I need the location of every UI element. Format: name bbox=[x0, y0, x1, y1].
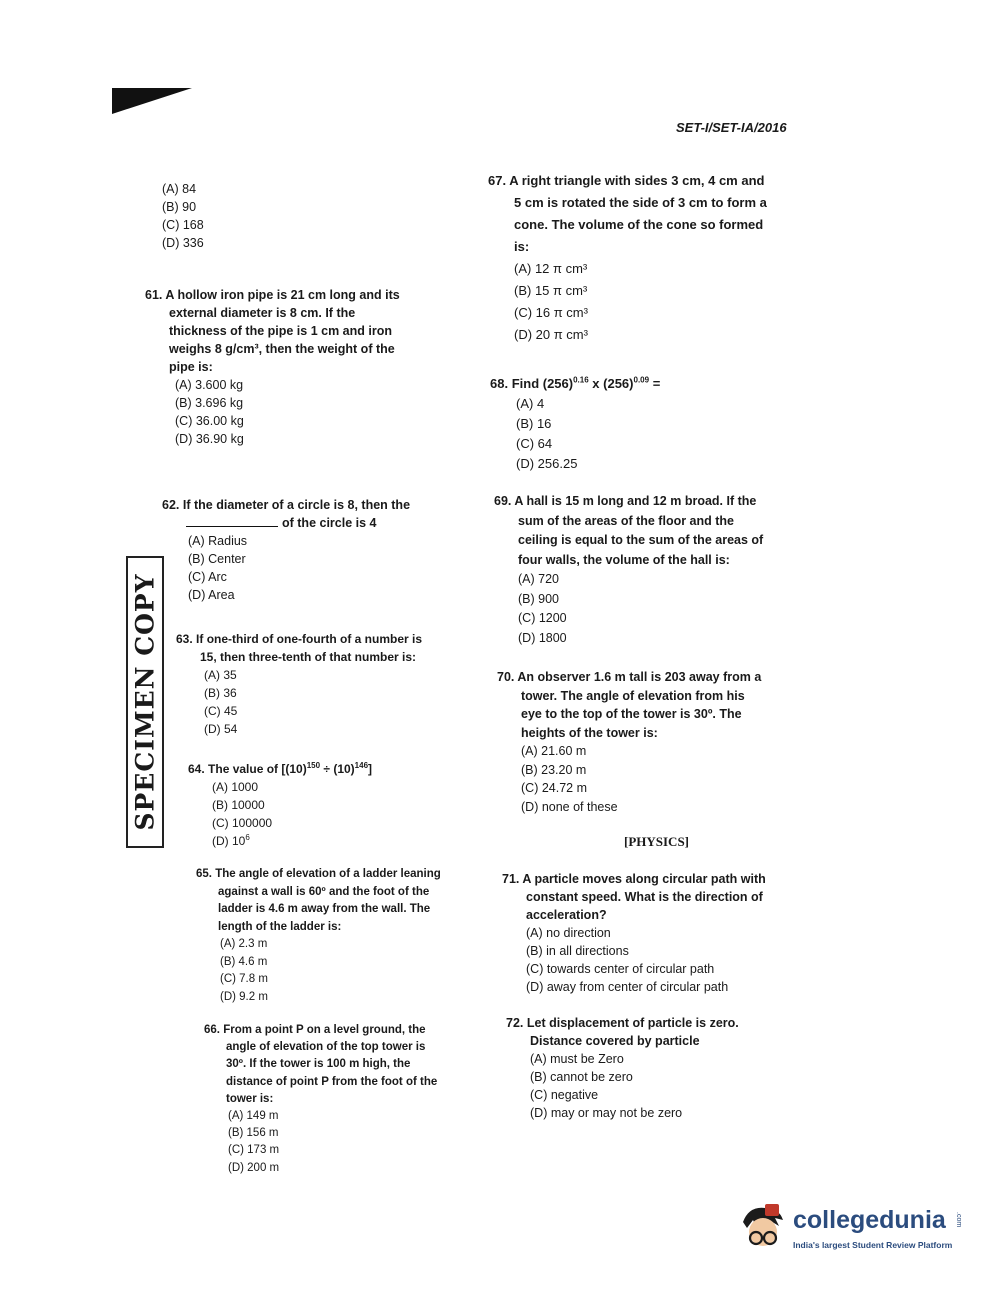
section-heading-physics: [PHYSICS] bbox=[624, 834, 690, 849]
option: (D) away from center of circular path bbox=[526, 980, 729, 994]
question-stem-line: 15, then three-tenth of that number is: bbox=[200, 650, 417, 664]
option: (A) 720 bbox=[518, 572, 559, 586]
question-67 bbox=[488, 170, 798, 346]
question-stem-line: distance of point P from the foot of the bbox=[226, 1075, 438, 1088]
option: (C) 100000 bbox=[212, 816, 273, 830]
option: (B) 16 bbox=[516, 416, 552, 431]
scan-corner-mark bbox=[112, 88, 192, 114]
option: (D) 36.90 kg bbox=[175, 432, 244, 446]
question-number: 69. bbox=[494, 494, 512, 508]
collegedunia-logo[interactable] bbox=[735, 1198, 965, 1258]
option: (D) 256.25 bbox=[516, 456, 578, 471]
question-stem-line: cone. The volume of the cone so formed bbox=[514, 217, 764, 232]
question-stem-line: against a wall is 60º and the foot of the bbox=[218, 885, 430, 898]
option: (D) none of these bbox=[521, 799, 618, 814]
question-62 bbox=[162, 496, 452, 604]
question-stem-line: A hollow iron pipe is 21 cm long and its bbox=[165, 288, 400, 302]
question-stem-line: acceleration? bbox=[526, 908, 607, 922]
option: (D) 54 bbox=[204, 722, 238, 736]
option: (B) 900 bbox=[518, 591, 559, 606]
logo-tagline: India's largest Student Review Platform bbox=[793, 1240, 953, 1250]
question-stem-line: An observer 1.6 m tall is 203 away from a bbox=[517, 670, 762, 684]
question-stem-line: A particle moves along circular path with bbox=[522, 872, 766, 886]
question-stem-line: length of the ladder is: bbox=[218, 920, 342, 933]
option: (B) 23.20 m bbox=[521, 762, 587, 777]
option: (A) 12 π cm³ bbox=[514, 261, 588, 276]
option: (D) 200 m bbox=[228, 1161, 280, 1174]
option: (C) 24.72 m bbox=[521, 781, 587, 795]
option: (A) 4 bbox=[516, 396, 545, 411]
option: (A) 21.60 m bbox=[521, 744, 587, 758]
question-stem-line: Let displacement of particle is zero. bbox=[526, 1016, 739, 1030]
question-number: 72. bbox=[506, 1016, 524, 1030]
option: (C) 173 m bbox=[228, 1144, 280, 1157]
option: (D) 1800 bbox=[518, 630, 567, 645]
option: (A) 3.600 kg bbox=[175, 378, 244, 392]
question-number: 71. bbox=[502, 872, 520, 886]
option: (D) Area bbox=[188, 588, 235, 602]
option: (A) 149 m bbox=[228, 1110, 279, 1123]
question-number: 63. bbox=[176, 632, 193, 646]
option: (D) 20 π cm³ bbox=[514, 327, 588, 342]
question-stem-line: From a point P on a level ground, the bbox=[223, 1024, 426, 1036]
question-stem-line: tower. The angle of elevation from his bbox=[521, 688, 745, 703]
option: (B) 3.696 kg bbox=[175, 396, 244, 410]
option: (A) 1000 bbox=[212, 780, 259, 794]
question-stem-line: pipe is: bbox=[169, 360, 213, 374]
question-70 bbox=[497, 668, 797, 816]
question-stem-line: thickness of the pipe is 1 cm and iron bbox=[169, 324, 392, 338]
option: (A) must be Zero bbox=[530, 1052, 624, 1066]
option: (B) 4.6 m bbox=[220, 955, 268, 968]
option: (D) may or may not be zero bbox=[530, 1106, 683, 1120]
option: (D) 9.2 m bbox=[220, 990, 268, 1003]
question-66 bbox=[204, 1022, 474, 1177]
question-stem-line: four walls, the volume of the hall is: bbox=[518, 552, 730, 567]
question-60-options bbox=[162, 180, 204, 252]
option: (D) $10^6$ bbox=[212, 833, 250, 848]
option: (B) in all directions bbox=[526, 944, 629, 958]
question-number: 67. bbox=[488, 173, 507, 188]
question-stem-line: angle of elevation of the top tower is bbox=[226, 1041, 426, 1054]
option: (A) 2.3 m bbox=[220, 938, 268, 950]
question-number: 70. bbox=[497, 670, 515, 684]
question-61 bbox=[145, 286, 445, 448]
option: (C) 168 bbox=[162, 218, 204, 232]
question-stem-line: A hall is 15 m long and 12 m broad. If the bbox=[514, 494, 757, 508]
option: (B) 36 bbox=[204, 686, 237, 700]
option: (B) cannot be zero bbox=[530, 1070, 633, 1084]
question-stem-line: tower is: bbox=[226, 1092, 274, 1105]
question-stem-line: sum of the areas of the floor and the bbox=[518, 513, 734, 528]
option: (B) 156 m bbox=[228, 1127, 279, 1140]
option: (D) 336 bbox=[162, 236, 204, 250]
question-stem-line: The angle of elevation of a ladder leaning bbox=[215, 868, 441, 880]
question-stem-line: heights of the tower is: bbox=[521, 725, 658, 740]
logo-com-text: .com bbox=[955, 1212, 962, 1228]
question-64: 64. The value of $[(10)^{150} \div (10)^{146}]$ (A) 1000 (B) 10000 (C) 100000 (D) $10^6$ bbox=[188, 760, 438, 850]
option: (B) 15 π cm³ bbox=[514, 283, 588, 298]
option: (A) 35 bbox=[204, 668, 237, 682]
option: (C) 1200 bbox=[518, 611, 567, 625]
question-68: 68. Find $(256)^{0.16}$ x $(256)^{0.09}$ = (A) 4 (B) 16 (C) 64 (D) 256.25 bbox=[490, 374, 770, 474]
option: (C) towards center of circular path bbox=[526, 962, 715, 976]
option: (B) Center bbox=[188, 552, 246, 566]
option: (C) 45 bbox=[204, 704, 238, 718]
question-stem-line: 30º. If the tower is 100 m high, the bbox=[226, 1058, 411, 1071]
question-stem-line: eye to the top of the tower is 30º. The bbox=[521, 707, 742, 721]
question-stem-line: weighs 8 g/cm³, then the weight of the bbox=[169, 342, 395, 356]
question-stem-line: Distance covered by particle bbox=[530, 1034, 700, 1048]
question-stem-line: constant speed. What is the direction of bbox=[526, 890, 763, 904]
question-72 bbox=[506, 1014, 806, 1122]
question-65 bbox=[196, 866, 476, 1006]
logo-brand-text: collegedunia bbox=[793, 1206, 946, 1234]
student-mascot-icon bbox=[735, 1202, 791, 1258]
question-stem-line: If one-third of one-fourth of a number is bbox=[196, 632, 423, 646]
question-stem-line: A right triangle with sides 3 cm, 4 cm and bbox=[509, 173, 765, 188]
question-stem-line: of the circle is 4 bbox=[282, 516, 377, 530]
question-number: 68. bbox=[490, 376, 509, 391]
option: (B) 90 bbox=[162, 200, 197, 214]
question-stem-line: ladder is 4.6 m away from the wall. The bbox=[218, 903, 431, 915]
question-number: 64. bbox=[188, 762, 205, 776]
option: (B) 10000 bbox=[212, 798, 265, 812]
option: (C) Arc bbox=[188, 570, 227, 584]
question-stem-line: If the diameter of a circle is 8, then the bbox=[182, 498, 411, 512]
option: (C) 64 bbox=[516, 436, 553, 451]
question-number: 65. bbox=[196, 868, 212, 880]
question-number: 66. bbox=[204, 1024, 220, 1036]
option: (C) 36.00 kg bbox=[175, 414, 244, 428]
set-code: SET-I/SET-IA/2016 bbox=[676, 120, 787, 135]
question-number: 61. bbox=[145, 288, 163, 302]
question-stem-line: 5 cm is rotated the side of 3 cm to form a bbox=[514, 195, 767, 210]
option: (A) Radius bbox=[188, 534, 248, 548]
question-71 bbox=[502, 870, 802, 996]
option: (A) 84 bbox=[162, 182, 197, 196]
specimen-copy-stamp: SPECIMEN COPY bbox=[126, 556, 164, 848]
question-stem-line: is: bbox=[514, 239, 530, 254]
option: (C) 7.8 m bbox=[220, 973, 268, 985]
question-63 bbox=[176, 630, 466, 738]
question-stem-line: ceiling is equal to the sum of the areas of bbox=[518, 533, 764, 547]
question-stem-line: external diameter is 8 cm. If the bbox=[169, 306, 356, 320]
option: (C) negative bbox=[530, 1088, 599, 1102]
question-number: 62. bbox=[162, 498, 180, 512]
question-69 bbox=[494, 492, 794, 648]
fill-blank bbox=[186, 526, 278, 527]
option: (A) no direction bbox=[526, 926, 611, 940]
option: (C) 16 π cm³ bbox=[514, 305, 588, 320]
